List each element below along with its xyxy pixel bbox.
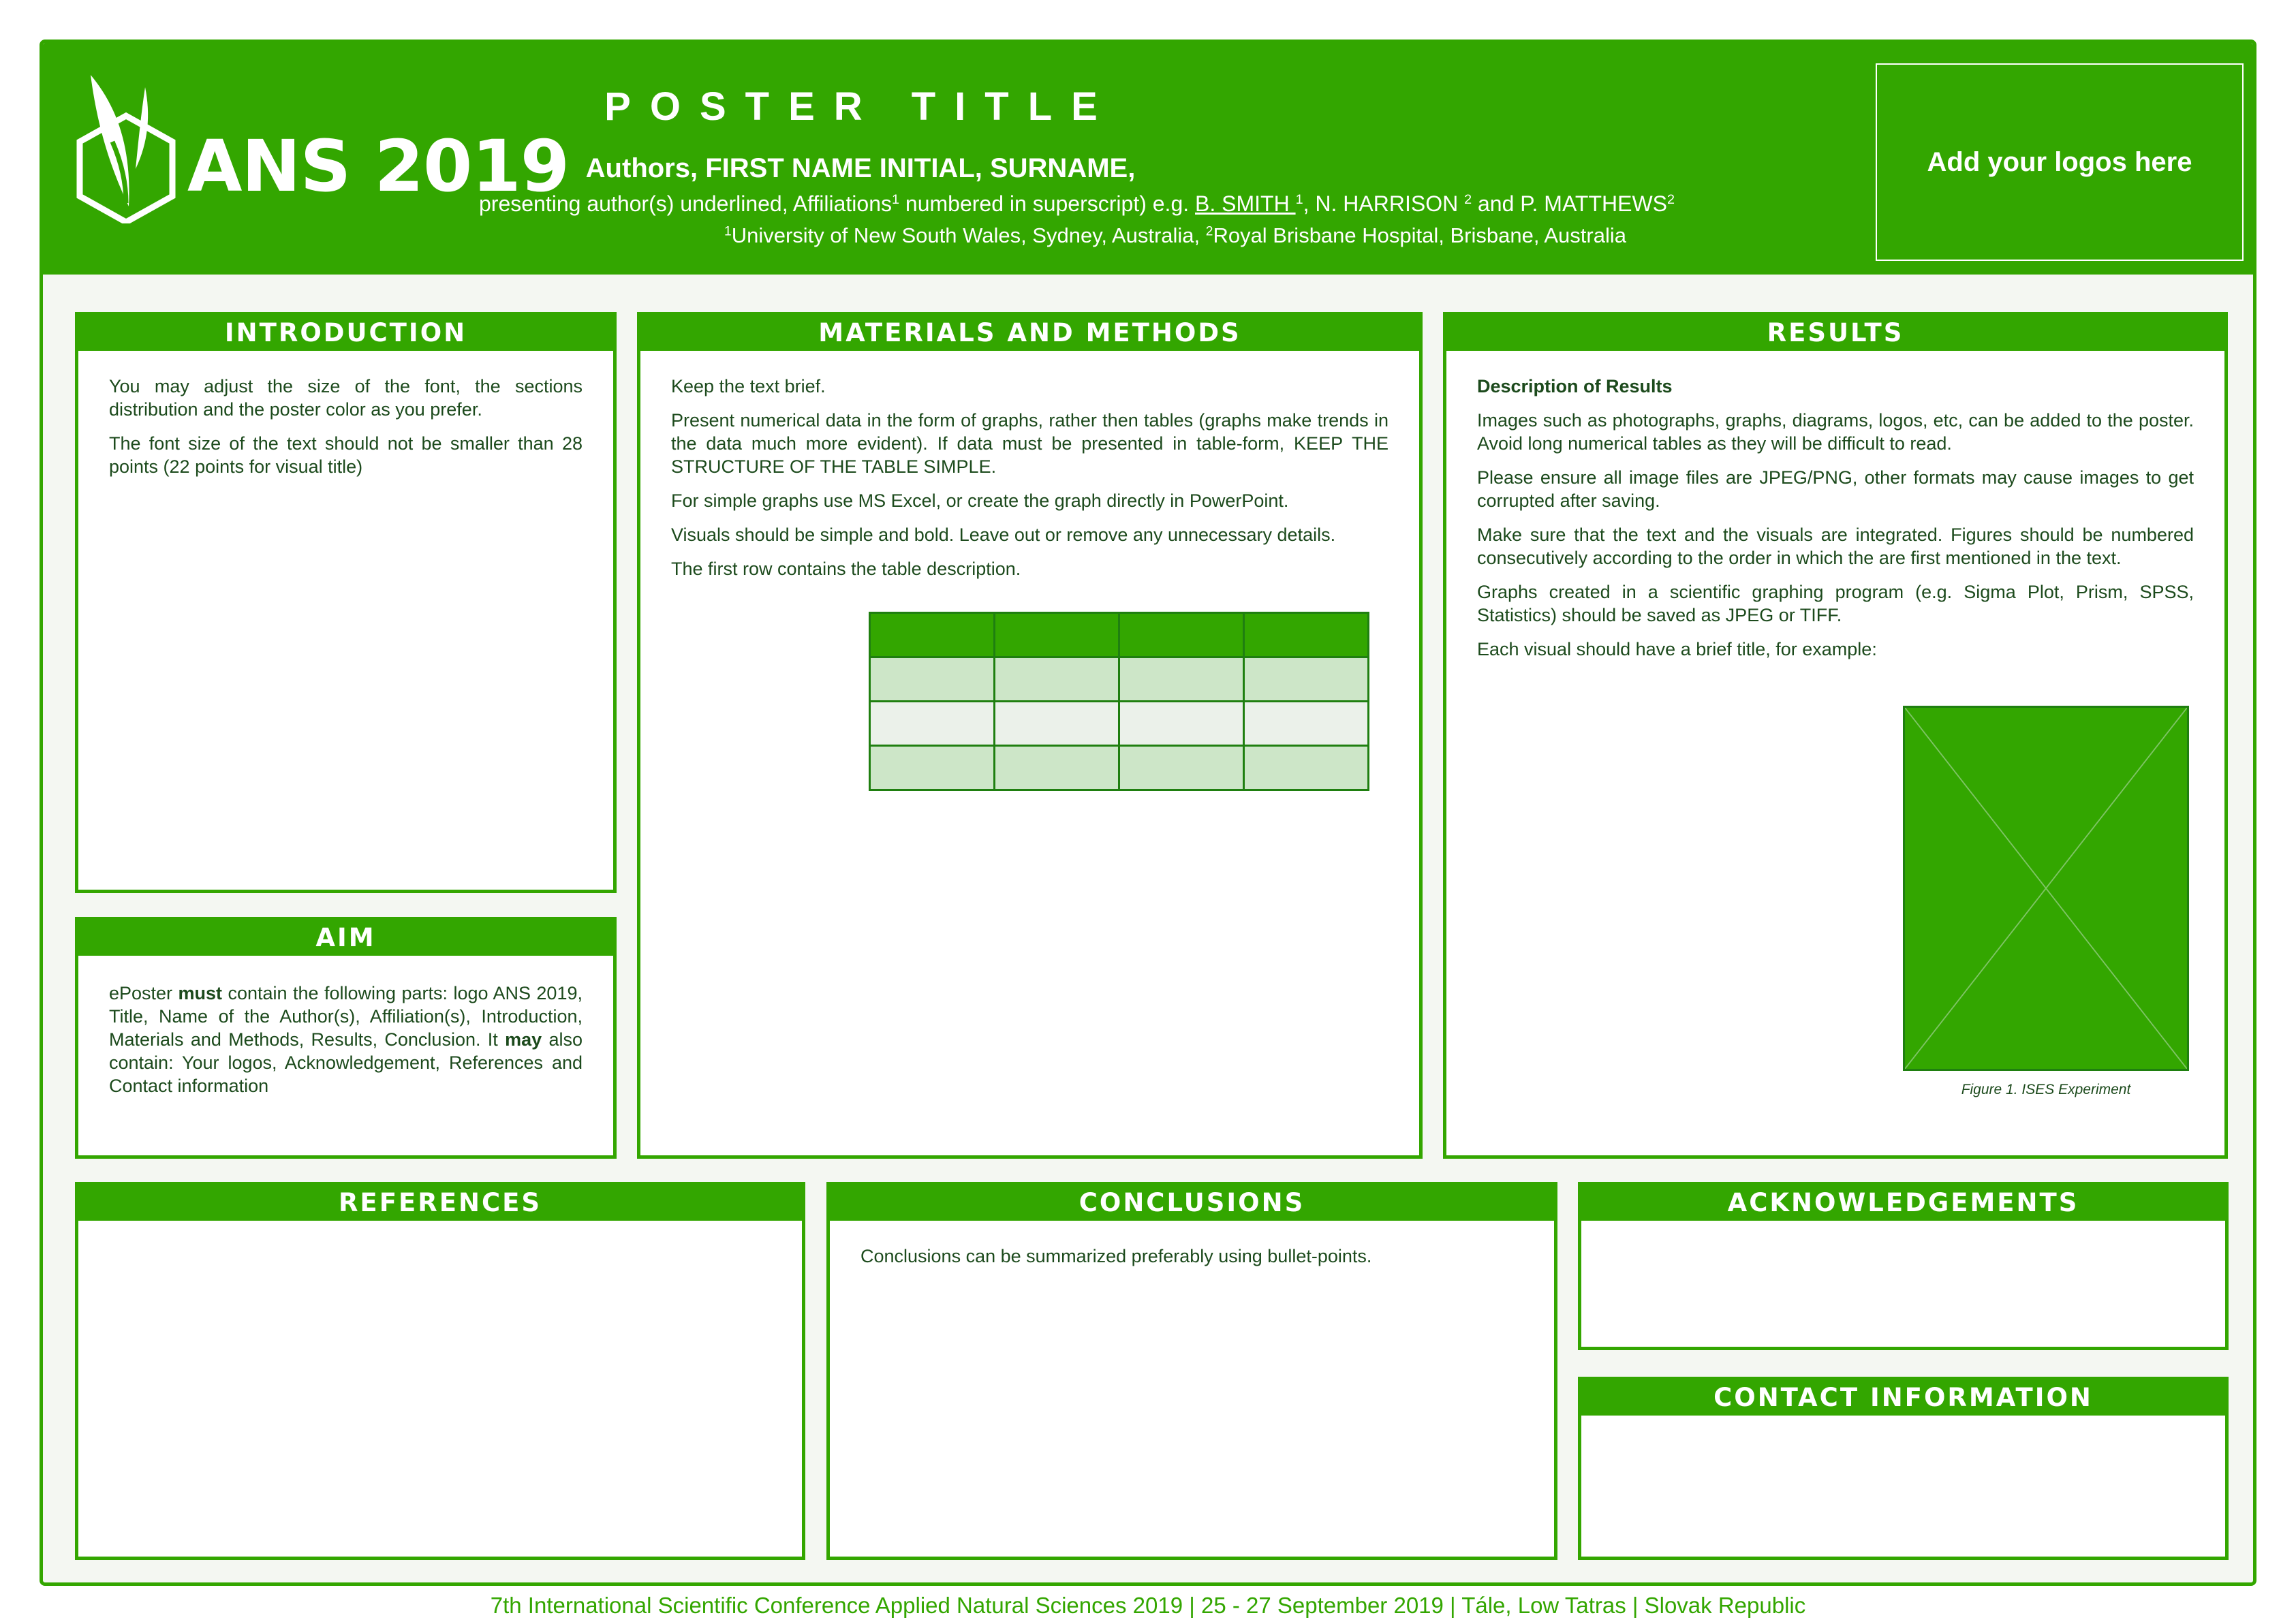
results-paragraph: Images such as photographs, graphs, diagrams, logos, etc, can be added to the poster. Avoid long numerical tables as they will be difficult to read. <box>1477 410 2194 454</box>
materials-methods-heading: MATERIALS AND METHODS <box>640 315 1419 351</box>
poster-header <box>43 43 2253 275</box>
results-paragraph: Please ensure all image files are JPEG/PNG, other formats may cause images to get corrupted after saving. <box>1477 467 2194 511</box>
methods-paragraph: Present numerical data in the form of graphs, rather then tables (graphs make trends in the data much more evident). If data must be presented in table-form, KEEP THE STRUCTURE OF THE TABLE SIMPLE. <box>671 410 1389 477</box>
affiliations-line: $^1$University of New South Wales, Sydney, Australia, $^2$Royal Brisbane Hospital, Brisbane, Australia <box>724 223 1626 247</box>
presenting-authors-line: presenting author(s) underlined, Affiliations$^1$ numbered in superscript) e.g. B. SMITH $^1$, N. HARRISON $^2$ and P. MATTHEWS$^2$ <box>479 191 1675 216</box>
methods-paragraph: Keep the text brief. <box>671 376 826 396</box>
logos-placeholder-text: Add your logos here <box>1927 146 2192 177</box>
references-section <box>75 1182 805 1560</box>
acknowledgements-section <box>1578 1182 2229 1350</box>
ans-2019-logo-text: ANS 2019 <box>187 125 570 208</box>
table-row <box>870 702 1369 746</box>
acknowledgements-heading: ACKNOWLEDGEMENTS <box>1581 1185 2225 1221</box>
aim-paragraph: ePoster must contain the following parts: logo ANS 2019, Title, Name of the Author(s), Affiliation(s), Introduction, Materials and Methods, Results, Conclusion. It may also contain: Your logos, Acknowledgement, References and Contact information <box>109 983 583 1096</box>
contact-section <box>1578 1377 2229 1560</box>
results-heading: RESULTS <box>1446 315 2224 351</box>
table-row <box>870 657 1369 702</box>
sample-table <box>869 612 1369 791</box>
results-paragraph: Each visual should have a brief title, for example: <box>1477 639 1877 659</box>
conference-footer: 7th International Scientific Conference Applied Natural Sciences 2019 | 25 - 27 September 2019 | Tále, Low Tatras | Slovak Republic <box>490 1593 1806 1618</box>
introduction-section <box>75 312 617 893</box>
table-header-row <box>870 613 1369 657</box>
results-paragraph: Graphs created in a scientific graphing program (e.g. Sigma Plot, Prism, SPSS, Statistics) should be saved as JPEG or TIFF. <box>1477 582 2194 625</box>
methods-paragraph: The first row contains the table description. <box>671 559 1021 579</box>
methods-paragraph: Visuals should be simple and bold. Leave out or remove any unnecessary details. <box>671 525 1336 545</box>
logos-placeholder-box <box>1876 63 2244 261</box>
poster-frame <box>40 40 2256 1586</box>
conclusions-section <box>826 1182 1557 1560</box>
materials-methods-section <box>637 312 1423 1159</box>
authors-line: Authors, FIRST NAME INITIAL, SURNAME, <box>585 153 1136 183</box>
results-section <box>1443 312 2228 1159</box>
results-subtitle: Description of Results <box>1477 376 1673 396</box>
aim-heading: AIM <box>78 920 613 956</box>
ans-leaf-logo-icon <box>70 67 186 223</box>
introduction-heading: INTRODUCTION <box>78 315 613 351</box>
references-heading: REFERENCES <box>78 1185 802 1221</box>
figure-placeholder-image <box>1903 706 2189 1071</box>
introduction-paragraph: The font size of the text should not be smaller than 28 points (22 points for visual title) <box>109 433 583 477</box>
introduction-paragraph: You may adjust the size of the font, the sections distribution and the poster color as you prefer. <box>109 376 583 420</box>
aim-section <box>75 917 617 1159</box>
results-paragraph: Make sure that the text and the visuals are integrated. Figures should be numbered consecutively according to the order in which the are first mentioned in the text. <box>1477 525 2194 568</box>
presenting-author-name: B. SMITH <box>1195 191 1296 216</box>
conclusions-heading: CONCLUSIONS <box>830 1185 1554 1221</box>
conclusions-paragraph: Conclusions can be summarized preferably using bullet-points. <box>860 1246 1372 1266</box>
table-row <box>870 746 1369 790</box>
contact-heading: CONTACT INFORMATION <box>1581 1380 2225 1416</box>
figure-caption: Figure 1. ISES Experiment <box>1961 1082 2131 1097</box>
methods-paragraph: For simple graphs use MS Excel, or create the graph directly in PowerPoint. <box>671 490 1289 511</box>
poster-title: POSTER TITLE <box>604 84 1117 129</box>
